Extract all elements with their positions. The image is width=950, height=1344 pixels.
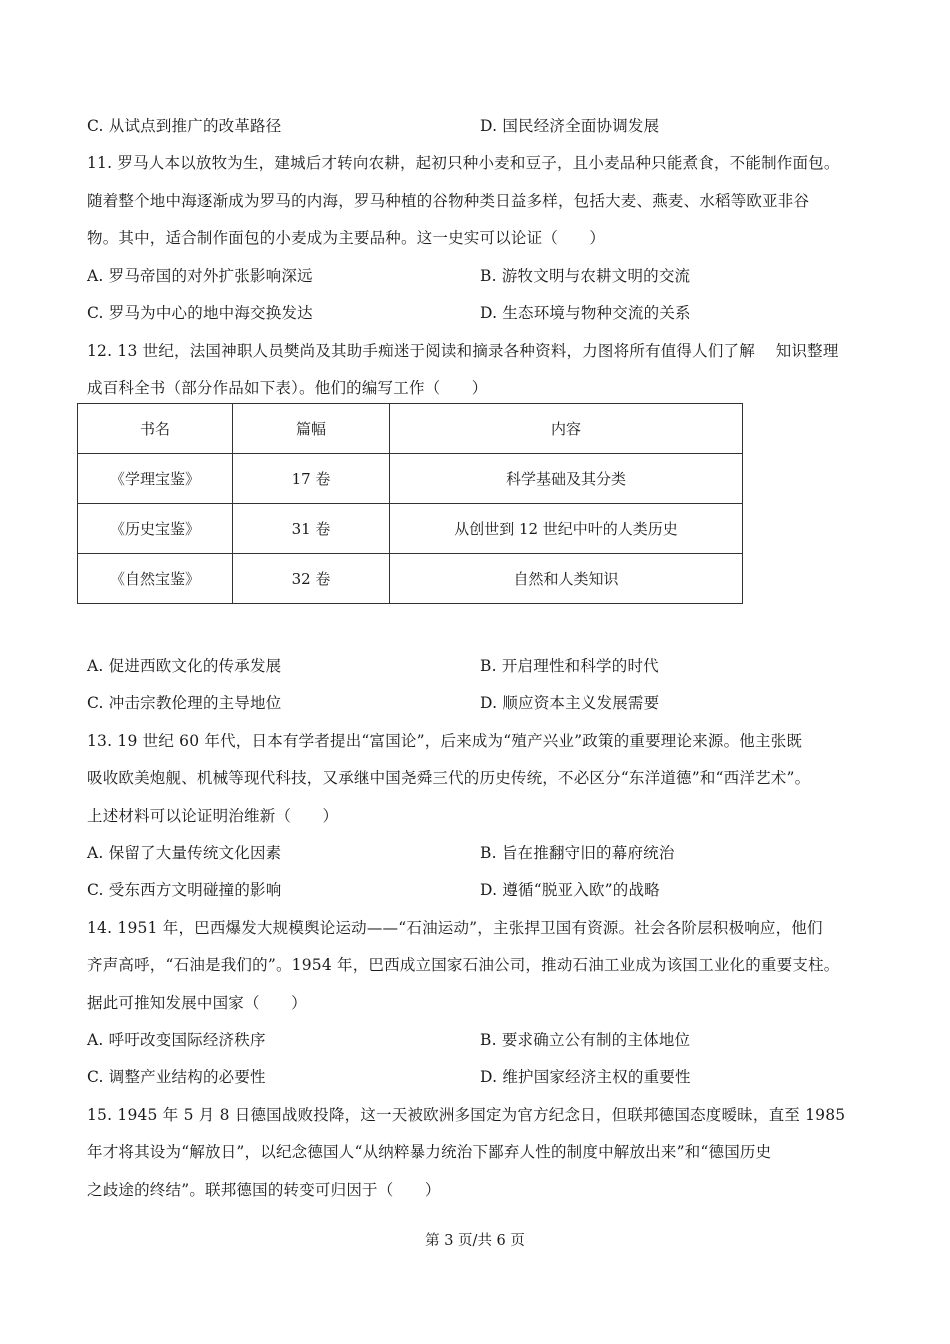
page-number: 第 3 页/共 6 页 xyxy=(425,1233,525,1249)
q12-option-b: B. 开启理性和科学的时代 xyxy=(480,657,659,675)
cell-title: 《自然宝鉴》 xyxy=(78,554,233,604)
cell-length: 17 卷 xyxy=(233,454,390,504)
q11-option-b: B. 游牧文明与农耕文明的交流 xyxy=(480,267,691,285)
q14-option-a: A. 呼吁改变国际经济秩序 xyxy=(87,1031,266,1049)
q11-stem-line-2: 随着整个地中海逐渐成为罗马的内海，罗马种植的谷物种类日益多样，包括大麦、燕麦、水稻等欧亚非谷 xyxy=(87,192,810,210)
q15-stem-line-1: 15. 1945 年 5 月 8 日德国战败投降，这一天被欧洲多国定为官方纪念日，但联邦德国态度暧昧，直至 1985 xyxy=(87,1106,846,1124)
q11-option-d: D. 生态环境与物种交流的关系 xyxy=(480,304,691,322)
header-length: 篇幅 xyxy=(233,404,390,454)
q13-stem-line-2: 吸收欧美炮舰、机械等现代科技，又承继中国尧舜三代的历史传统，不必区分“东洋道德”和“西洋艺术”。 xyxy=(87,769,811,787)
q11-stem-line-1: 11. 罗马人本以放牧为生，建城后才转向农耕，起初只种小麦和豆子，且小麦品种只能煮食，不能制作面包。 xyxy=(87,154,840,172)
q12-stem-line-1: 12. 13 世纪，法国神职人员樊尚及其助手痴迷于阅读和摘录各种资料，力图将所有值得人们了解 知识整理 xyxy=(87,342,839,360)
q14-option-d: D. 维护国家经济主权的重要性 xyxy=(480,1068,691,1086)
q14-stem-line-2: 齐声高呼，“石油是我们的”。1954 年，巴西成立国家石油公司，推动石油工业成为该国工业化的重要支柱。 xyxy=(87,956,840,974)
cell-length: 31 卷 xyxy=(233,504,390,554)
cell-content: 从创世到 12 世纪中叶的人类历史 xyxy=(390,504,743,554)
q10-option-d: D. 国民经济全面协调发展 xyxy=(480,117,660,135)
q13-stem-line-3: 上述材料可以论证明治维新（ ） xyxy=(87,807,339,825)
table-row xyxy=(78,554,743,604)
q12-option-d: D. 顺应资本主义发展需要 xyxy=(480,694,660,712)
q14-option-b: B. 要求确立公有制的主体地位 xyxy=(480,1031,691,1049)
q12-option-c: C. 冲击宗教伦理的主导地位 xyxy=(87,694,282,712)
q14-option-c: C. 调整产业结构的必要性 xyxy=(87,1068,266,1086)
q12-stem-line-2: 成百科全书（部分作品如下表）。他们的编写工作（ ） xyxy=(87,379,488,397)
q14-stem-line-1: 14. 1951 年，巴西爆发大规模舆论运动——“石油运动”，主张捍卫国有资源。社会各阶层积极响应，他们 xyxy=(87,919,823,937)
q13-option-c: C. 受东西方文明碰撞的影响 xyxy=(87,881,282,899)
q11-option-c: C. 罗马为中心的地中海交换发达 xyxy=(87,304,313,322)
cell-title: 《历史宝鉴》 xyxy=(78,504,233,554)
q13-option-b: B. 旨在推翻守旧的幕府统治 xyxy=(480,844,675,862)
q13-option-d: D. 遵循“脱亚入欧”的战略 xyxy=(480,881,660,899)
table-header-row xyxy=(78,404,743,454)
q13-stem-line-1: 13. 19 世纪 60 年代，日本有学者提出“富国论”，后来成为“殖产兴业”政策的重要理论来源。他主张既 xyxy=(87,732,803,750)
header-content: 内容 xyxy=(390,404,743,454)
cell-content: 自然和人类知识 xyxy=(390,554,743,604)
q15-stem-line-3: 之歧途的终结”。联邦德国的转变可归因于（ ） xyxy=(87,1181,441,1199)
cell-content: 科学基础及其分类 xyxy=(390,454,743,504)
header-title: 书名 xyxy=(78,404,233,454)
books-table xyxy=(77,403,743,604)
cell-length: 32 卷 xyxy=(233,554,390,604)
q10-option-c: C. 从试点到推广的改革路径 xyxy=(87,117,282,135)
cell-title: 《学理宝鉴》 xyxy=(78,454,233,504)
q12-option-a: A. 促进西欧文化的传承发展 xyxy=(87,657,282,675)
q11-option-a: A. 罗马帝国的对外扩张影响深远 xyxy=(87,267,313,285)
q15-stem-line-2: 年才将其设为“解放日”，以纪念德国人“从纳粹暴力统治下鄙弃人性的制度中解放出来”和“德国历史 xyxy=(87,1143,772,1161)
q13-option-a: A. 保留了大量传统文化因素 xyxy=(87,844,282,862)
table-row xyxy=(78,504,743,554)
table-row xyxy=(78,454,743,504)
q11-stem-line-3: 物。其中，适合制作面包的小麦成为主要品种。这一史实可以论证（ ） xyxy=(87,229,606,247)
q14-stem-line-3: 据此可推知发展中国家（ ） xyxy=(87,994,307,1012)
